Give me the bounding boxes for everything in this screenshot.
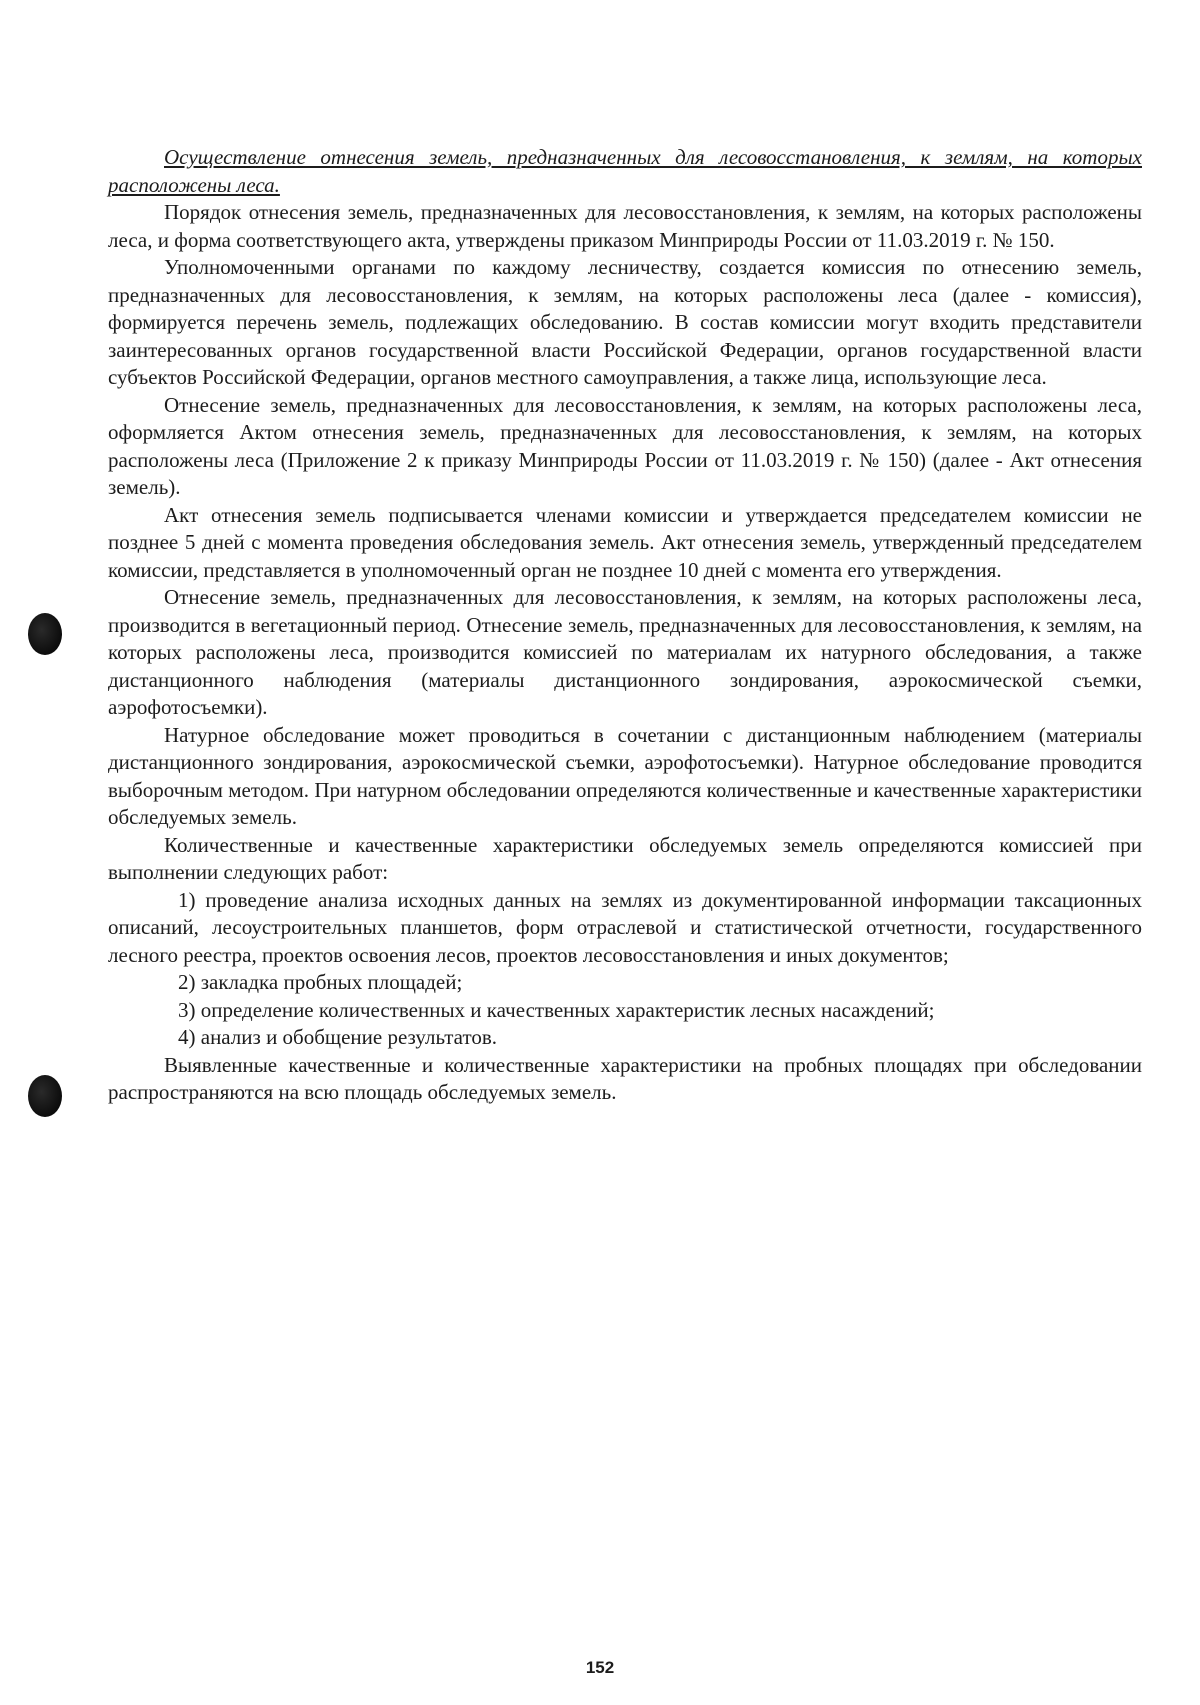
document-page (108, 144, 1142, 1107)
list-item-1: 1) проведение анализа исходных данных на землях из документированной информации таксационных описаний, лесоустроительных планшетов, форм отраслевой и статистической отчетности, государственного лесного реестра, проектов освоения лесов, проектов лесовосстановления и иных документов; (108, 887, 1142, 967)
paragraph-6: Натурное обследование может проводиться в сочетании с дистанционным наблюдением (материалы дистанционного зондирования, аэрокосмической съемки, аэрофотосъемки). Натурное обследование проводится выборочным методом. При натурном обследовании определяются количественные и качественные характеристики обследуемых земель. (108, 722, 1142, 829)
page-number: 152 (585, 1658, 615, 1677)
paragraph-2: Уполномоченными органами по каждому лесничеству, создается комиссия по отнесению земель, предназначенных для лесовосстановления, к землям, на которых расположены леса (далее - комиссия), формируется перечень земель, подлежащих обследованию. В состав комиссии могут входить представители заинтересованных органов государственной власти Российской Федерации, органов государственной власти субъектов Российской Федерации, органов местного самоуправления, а также лица, использующие леса. (108, 255, 1142, 389)
paragraph-3: Отнесение земель, предназначенных для лесовосстановления, к землям, на которых расположены леса, оформляется Актом отнесения земель, предназначенных для лесовосстановления, к землям, на которых расположены леса (Приложение 2 к приказу Минприроды России от 11.03.2019 г. № 150) (далее - Акт отнесения земель). (108, 392, 1142, 499)
paragraph-5: Отнесение земель, предназначенных для лесовосстановления, к землям, на которых расположены леса, производится в вегетационный период. Отнесение земель, предназначенных для лесовосстановления, к землям, на которых расположены леса, производится комиссией по материалам их натурного обследования, а также дистанционного наблюдения (материалы дистанционного зондирования, аэрокосмической съемки, аэрофотосъемки). (108, 585, 1142, 719)
paragraph-1: Порядок отнесения земель, предназначенных для лесовосстановления, к землям, на которых расположены леса, и форма соответствующего акта, утверждены приказом Минприроды России от 11.03.2019 г. № 150. (108, 200, 1142, 252)
punch-hole-mark (28, 1075, 62, 1117)
section-heading: Осуществление отнесения земель, предназначенных для лесовосстановления, к землям, на которых расположены леса. (108, 145, 1142, 197)
list-item-4: 4) анализ и обобщение результатов. (178, 1025, 498, 1049)
closing-paragraph: Выявленные качественные и количественные характеристики на пробных площадях при обследовании распространяются на всю площадь обследуемых земель. (108, 1052, 1142, 1104)
paragraph-4: Акт отнесения земель подписывается членами комиссии и утверждается председателем комиссии не позднее 5 дней с момента проведения обследования земель. Акт отнесения земель, утвержденный председателем комиссии, представляется в уполномоченный орган не позднее 10 дней с момента его утверждения. (108, 502, 1142, 582)
list-item-3: 3) определение количественных и качественных характеристик лесных насаждений; (178, 997, 935, 1022)
list-item-2: 2) закладка пробных площадей; (178, 970, 463, 994)
punch-hole-mark (28, 613, 62, 655)
paragraph-7: Количественные и качественные характеристики обследуемых земель определяются комиссией при выполнении следующих работ: (108, 832, 1142, 884)
